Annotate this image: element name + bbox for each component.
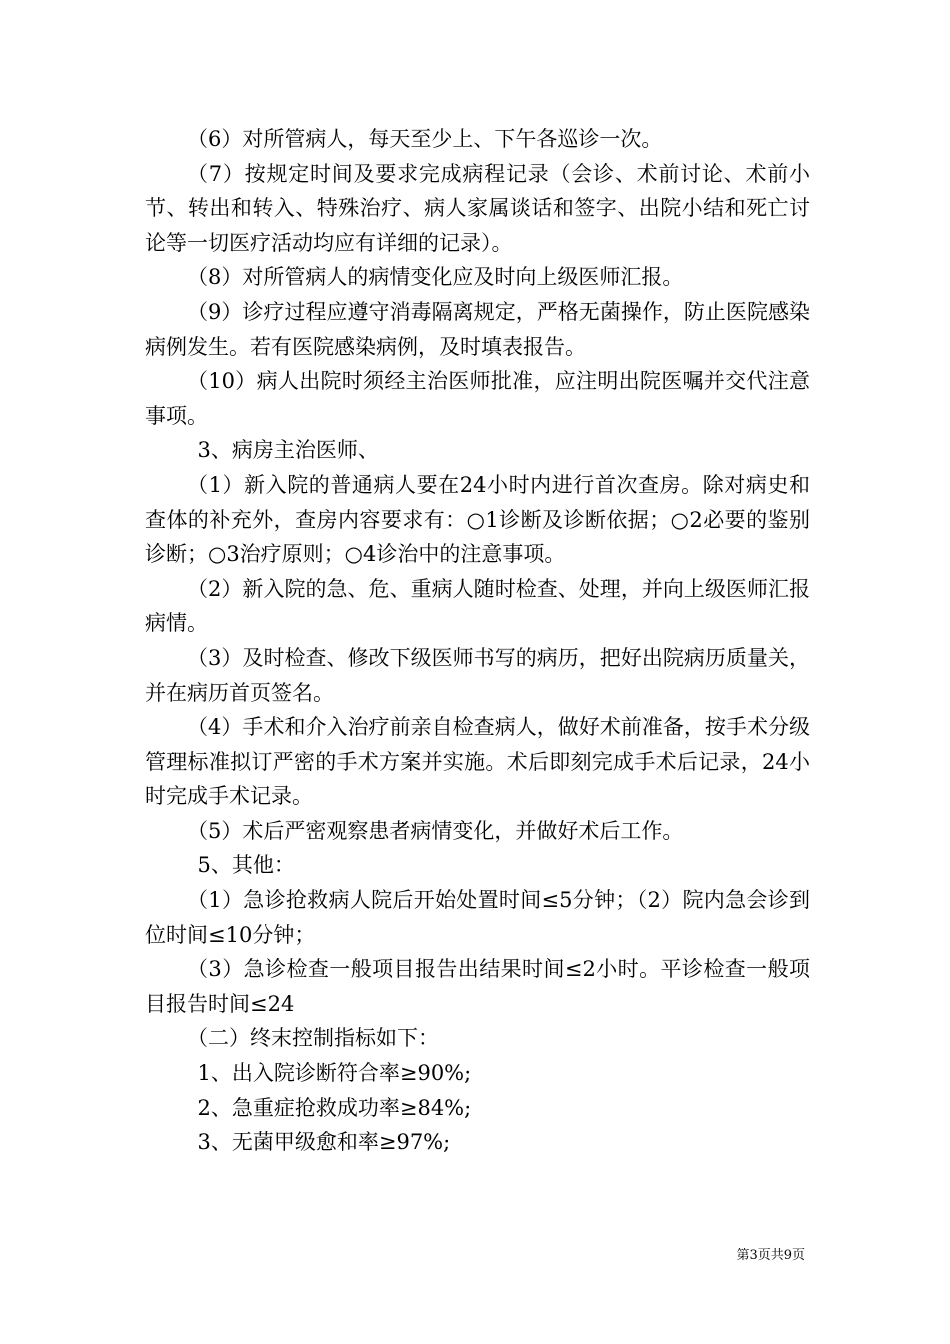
paragraph: （1）急诊抢救病人院后开始处置时间≤5分钟；（2）院内急会诊到位时间≤10分钟； xyxy=(145,888,810,947)
paragraph: （8）对所管病人的病情变化应及时向上级医师汇报。 xyxy=(187,265,684,290)
paragraph: （2）新入院的急、危、重病人随时检查、处理，并向上级医师汇报病情。 xyxy=(145,576,810,636)
document-body xyxy=(145,122,810,1160)
paragraph: （3）及时检查、修改下级医师书写的病历，把好出院病历质量关，并在病历首页签名。 xyxy=(145,645,810,705)
list-item: 3、无菌甲级愈和率≥97%; xyxy=(197,1130,451,1155)
section-heading: 5、其他： xyxy=(197,853,295,878)
paragraph: （10）病人出院时须经主治医师批准，应注明出院医嘱并交代注意事项。 xyxy=(145,369,810,428)
list-item: 2、急重症抢救成功率≥84%; xyxy=(197,1095,472,1120)
page-number-label: 第3页共9页 xyxy=(736,1248,805,1263)
list-item: 1、出入院诊断符合率≥90%; xyxy=(197,1061,472,1086)
paragraph: （3）急诊检查一般项目报告出结果时间≤2小时。平诊检查一般项目报告时间≤24 xyxy=(145,957,810,1016)
paragraph: （9）诊疗过程应遵守消毒隔离规定，严格无菌操作，防止医院感染病例发生。若有医院感染病例，及时填表报告。 xyxy=(145,299,810,359)
page-number-footer xyxy=(736,1247,805,1265)
section-heading: （二）终末控制指标如下： xyxy=(187,1026,439,1051)
paragraph: （1）新入院的普通病人要在24小时内进行首次查房。除对病史和查体的补充外，查房内容要求有：○1诊断及诊断依据；○2必要的鉴别诊断；○3治疗原则；○4诊治中的注意事项。 xyxy=(145,472,810,567)
section-heading: 3、病房主治医师、 xyxy=(197,438,379,463)
paragraph: （4）手术和介入治疗前亲自检查病人，做好术前准备，按手术分级管理标准拟订严密的手术方案并实施。术后即刻完成手术后记录，24小时完成手术记录。 xyxy=(145,715,810,809)
paragraph: （7）按规定时间及要求完成病程记录（会诊、术前讨论、术前小节、转出和转入、特殊治疗、病人家属谈话和签字、出院小结和死亡讨论等一切医疗活动均应有详细的记录）。 xyxy=(145,161,810,255)
paragraph: （5）术后严密观察患者病情变化，并做好术后工作。 xyxy=(187,818,684,843)
paragraph: （6）对所管病人，每天至少上、下午各巡诊一次。 xyxy=(187,127,663,151)
